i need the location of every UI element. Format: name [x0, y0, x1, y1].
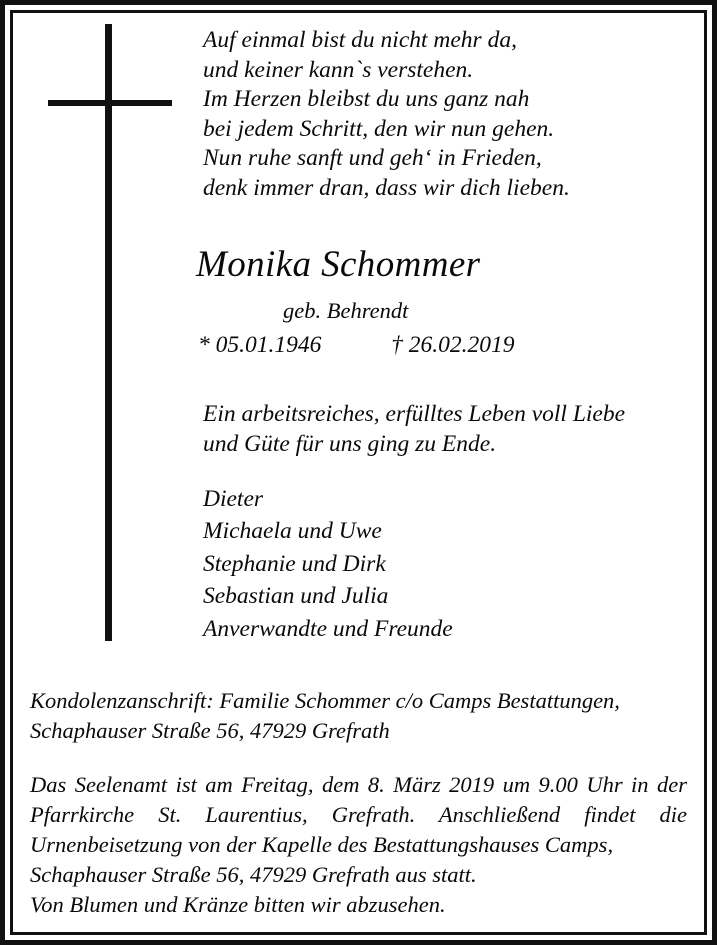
poem-line: Im Herzen bleibst du uns ganz nah — [203, 86, 530, 113]
poem-line: Auf einmal bist du nicht mehr da, — [203, 27, 517, 53]
death-symbol: † — [391, 332, 403, 358]
deceased-name: Monika Schommer — [196, 244, 481, 285]
poem-line: Nun ruhe sanft und geh‘ in Frieden, — [203, 145, 542, 172]
service-last-line: Schaphauser Straße 56, 47929 Grefrath aus statt. — [30, 862, 477, 887]
survivor-line: Dieter — [203, 486, 264, 512]
survivor-line: Stephanie und Dirk — [203, 550, 386, 577]
condolence-line-1: Kondolenzanschrift: Familie Schommer c/o Camps Bestattungen, — [30, 688, 620, 713]
birth-date: 05.01.1946 — [215, 332, 322, 358]
survivor-line: Anverwandte und Freunde — [203, 615, 453, 642]
survivor-line: Sebastian und Julia — [203, 583, 389, 610]
poem-line: denk immer dran, dass wir dich lieben. — [203, 174, 570, 201]
cross-icon-vertical-bar — [105, 24, 112, 641]
survivors-list — [203, 483, 623, 645]
poem-line: bei jedem Schritt, den wir nun gehen. — [203, 115, 555, 142]
death-date: 26.02.2019 — [408, 332, 515, 358]
tribute-line: Ein arbeitsreiches, erfülltes Leben voll Liebe — [203, 401, 626, 427]
tribute-line: und Güte für uns ging zu Ende. — [203, 430, 497, 457]
poem-line: und keiner kann`s verstehen. — [203, 56, 474, 83]
condolence-address — [30, 686, 687, 746]
survivor-line: Michaela und Uwe — [203, 518, 382, 545]
memorial-poem — [203, 26, 673, 204]
deceased-maiden-name: geb. Behrendt — [283, 298, 409, 323]
flowers-request: Von Blumen und Kränze bitten wir abzusehen. — [30, 892, 446, 917]
tribute-text — [203, 400, 693, 459]
life-dates — [198, 331, 515, 360]
service-details — [30, 770, 687, 890]
service-paragraph: Das Seelenamt ist am Freitag, dem 8. März 2019 um 9.00 Uhr in der Pfarrkirche St. Laurentius, Grefrath. Anschließend findet die Urnenbeisetzung von der Kapelle des Bestattungshauses Camps, — [30, 772, 687, 857]
condolence-line-2: Schaphauser Straße 56, 47929 Grefrath — [30, 718, 390, 743]
birth-symbol: * — [198, 332, 210, 358]
cross-icon-horizontal-bar — [48, 100, 172, 106]
